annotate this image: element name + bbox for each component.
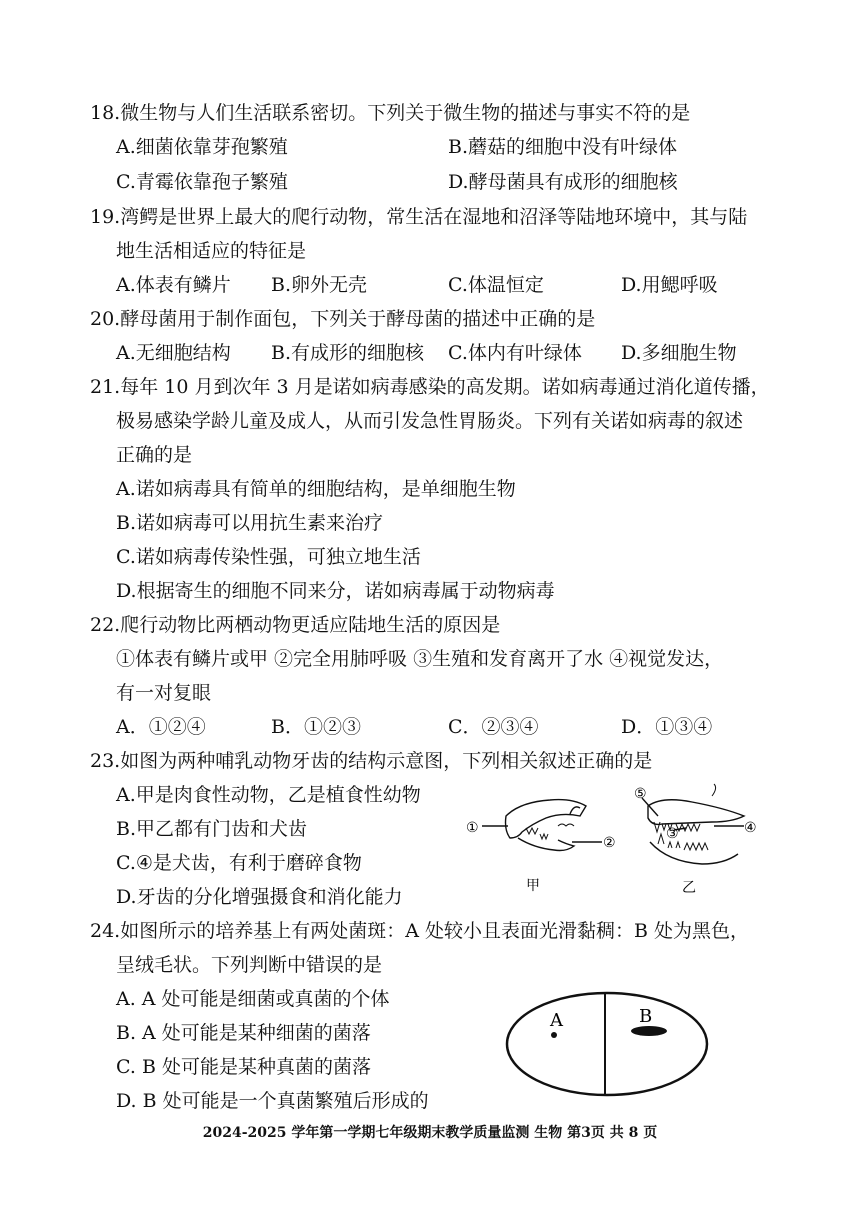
q24-stem-line1: 24.如图所示的培养基上有两处菌斑：A 处较小且表面光滑黏稠：B 处为黑色， [90, 920, 749, 942]
q24-option-a: A. A 处可能是细菌或真菌的个体 [116, 988, 390, 1010]
q23-marker-1: ① [466, 820, 479, 836]
q20-option-d: D.多细胞生物 [621, 342, 737, 364]
q20-option-a: A.无细胞结构 [116, 342, 231, 364]
q23-option-d: D.牙齿的分化增强摄食和消化能力 [116, 886, 403, 908]
q23-marker-3: ③ [666, 826, 679, 842]
q22-stem: 22.爬行动物比两栖动物更适应陆地生活的原因是 [90, 614, 501, 636]
q21-stem-line2: 极易感染学龄儿童及成人，从而引发急性胃肠炎。下列有关诺如病毒的叙述 [116, 410, 744, 432]
q20-option-b: B.有成形的细胞核 [271, 342, 425, 364]
q19-option-a: A.体表有鳞片 [116, 274, 231, 296]
q24-option-d: D. B 处可能是一个真菌繁殖后形成的 [116, 1090, 429, 1112]
q23-stem: 23.如图为两种哺乳动物牙齿的结构示意图，下列相关叙述正确的是 [90, 750, 653, 772]
q18-option-b: B.蘑菇的细胞中没有叶绿体 [448, 136, 678, 158]
q22-option-d: D．①③④ [621, 716, 713, 738]
q20-option-c: C.体内有叶绿体 [448, 342, 582, 364]
q22-option-b: B．①②③ [271, 716, 361, 738]
q22-items-line1: ①体表有鳞片或甲 ②完全用肺呼吸 ③生殖和发育离开了水 ④视觉发达， [116, 648, 724, 670]
page-footer: 2024-2025 学年第一学期七年级期末教学质量监测 生物 第3页 共 8 页 [202, 1125, 658, 1141]
q19-stem-line1: 19.湾鳄是世界上最大的爬行动物，常生活在湿地和沼泽等陆地环境中，其与陆 [90, 206, 748, 228]
q24-option-b: B. A 处可能是某种细菌的菌落 [116, 1022, 371, 1044]
q23-option-a: A.甲是肉食性动物，乙是植食性幼物 [116, 784, 421, 806]
teeth-diagram [462, 782, 772, 898]
q23-option-b: B.甲乙都有门齿和犬齿 [116, 818, 308, 840]
q19-option-c: C.体温恒定 [448, 274, 544, 296]
q21-option-b: B.诺如病毒可以用抗生素来治疗 [116, 512, 384, 534]
q21-stem-line1: 21.每年 10 月到次年 3 月是诺如病毒感染的高发期。诺如病毒通过消化道传播， [90, 376, 770, 398]
q22-option-c: C．②③④ [448, 716, 539, 738]
colony-label-a: A [550, 1010, 563, 1031]
q20-stem: 20.酵母菌用于制作面包，下列关于酵母菌的描述中正确的是 [90, 308, 596, 330]
q18-option-d: D.酵母菌具有成形的细胞核 [448, 171, 678, 193]
q19-option-d: D.用鳃呼吸 [621, 274, 718, 296]
q18-stem: 18.微生物与人们生活联系密切。下列关于微生物的描述与事实不符的是 [90, 102, 691, 124]
q23-label-jia: 甲 [526, 878, 540, 894]
q21-stem-line3: 正确的是 [116, 444, 193, 466]
q23-label-yi: 乙 [682, 880, 696, 896]
q18-option-c: C.青霉依靠孢子繁殖 [116, 171, 288, 193]
q24-stem-line2: 呈绒毛状。下列判断中错误的是 [116, 954, 383, 976]
q21-option-d: D.根据寄生的细胞不同来分，诺如病毒属于动物病毒 [116, 580, 555, 602]
q22-items-line2: 有一对复眼 [116, 682, 212, 704]
petri-dish-diagram [504, 990, 710, 1098]
q21-option-a: A.诺如病毒具有简单的细胞结构，是单细胞生物 [116, 478, 516, 500]
q19-option-b: B.卵外无壳 [271, 274, 368, 296]
q23-option-c: C.④是犬齿，有利于磨碎食物 [116, 852, 362, 874]
q22-option-a: A．①②④ [116, 716, 206, 738]
q24-option-c: C. B 处可能是某种真菌的菌落 [116, 1056, 371, 1078]
q19-stem-line2: 地生活相适应的特征是 [116, 240, 307, 262]
q21-option-c: C.诺如病毒传染性强，可独立地生活 [116, 546, 421, 568]
q23-marker-4: ④ [744, 820, 757, 836]
q18-option-a: A.细菌依靠芽孢繁殖 [116, 136, 288, 158]
colony-label-b: B [639, 1006, 653, 1027]
q23-marker-5: ⑤ [634, 786, 647, 802]
q23-marker-2: ② [603, 835, 616, 851]
